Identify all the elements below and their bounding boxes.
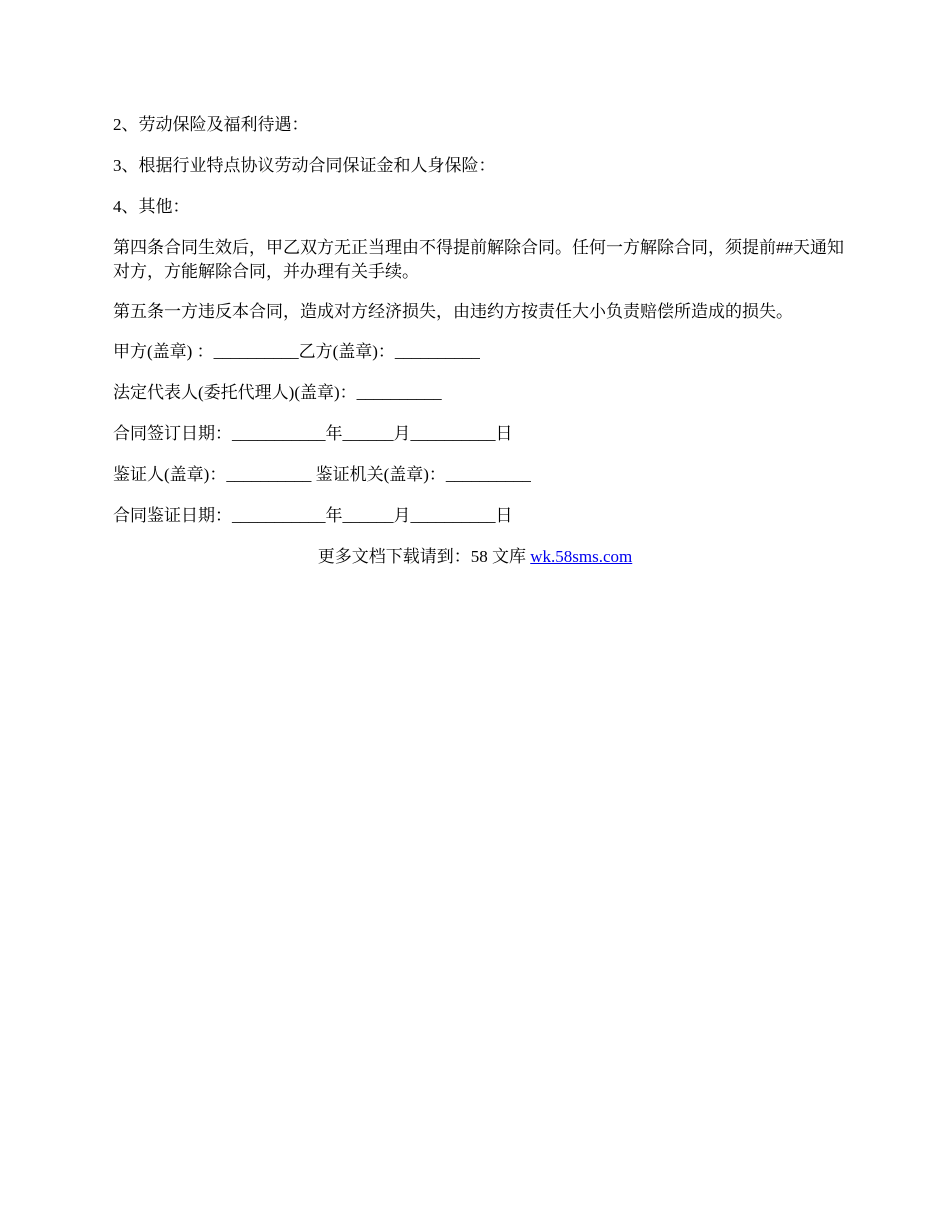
party-seals-line: 甲方(盖章) ：__________乙方(盖章)：__________ xyxy=(113,342,480,361)
clause-item-4: 4、其他： xyxy=(113,197,190,216)
contract-sign-date-line: 合同签订日期：___________年______月__________日 xyxy=(113,424,513,443)
article-5-paragraph: 第五条一方违反本合同，造成对方经济损失，由违约方按责任大小负责赔偿所造成的损失。 xyxy=(113,302,793,321)
footer-prefix-text: 更多文档下载请到：58 文库 xyxy=(317,547,531,566)
article-4-paragraph: 第四条合同生效后，甲乙双方无正当理由不得提前解除合同。任何一方解除合同，须提前##天通知对方，方能解除合同，并办理有关手续。 xyxy=(113,238,844,281)
legal-representative-line: 法定代表人(委托代理人)(盖章)：__________ xyxy=(113,383,442,402)
clause-item-2: 2、劳动保险及福利待遇： xyxy=(113,115,309,134)
contract-verify-date-line: 合同鉴证日期：___________年______月__________日 xyxy=(113,506,513,525)
footer-site-link[interactable]: wk.58sms.com xyxy=(530,547,633,566)
download-footer xyxy=(0,545,950,569)
clause-item-3: 3、根据行业特点协议劳动合同保证金和人身保险： xyxy=(113,156,496,175)
verifier-line: 鉴证人(盖章)：__________ 鉴证机关(盖章)：__________ xyxy=(113,465,531,484)
